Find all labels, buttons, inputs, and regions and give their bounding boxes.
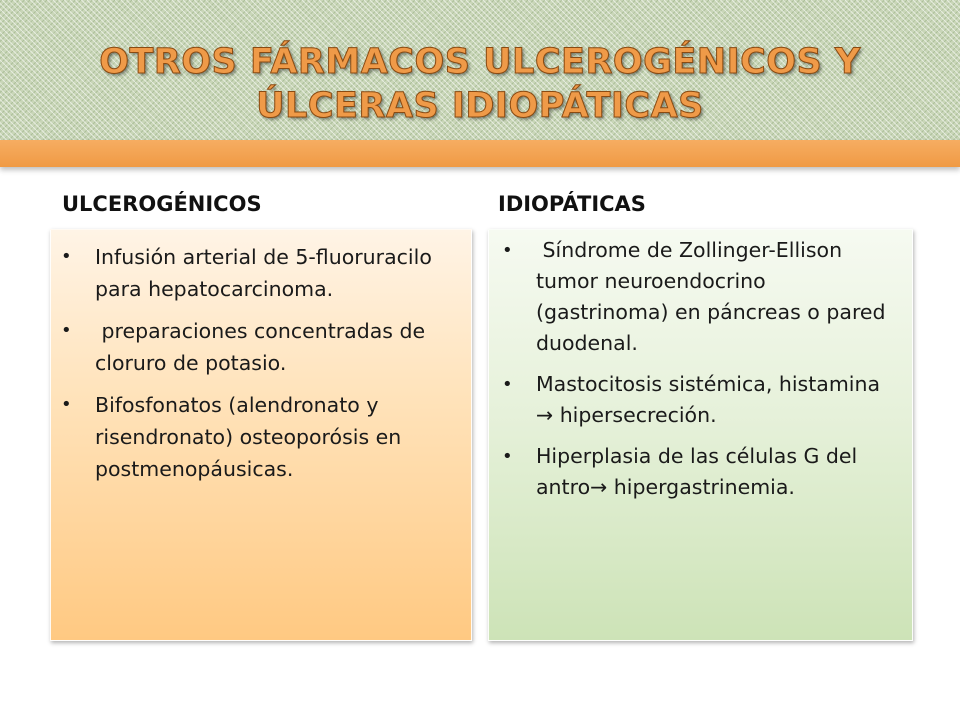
list-item-text: Infusión arterial de 5-fluoruracilo para hepatocarcinoma. (95, 245, 432, 301)
bullet-icon: • (502, 374, 513, 395)
slide-title-line1: OTROS FÁRMACOS ULCEROGÉNICOS Y (99, 42, 861, 82)
slide-title (0, 40, 960, 128)
idiopaticas-list (489, 230, 912, 503)
bullet-icon: • (61, 394, 72, 415)
right-column-heading: IDIOPÁTICAS (498, 192, 646, 216)
list-item (502, 369, 902, 431)
list-item (61, 389, 461, 485)
title-header (0, 0, 960, 140)
list-item-text: Bifosfonatos (alendronato y risendronato) osteoporósis en postmenopáusicas. (95, 393, 402, 481)
idiopaticas-panel (488, 229, 913, 641)
list-item-text: Hiperplasia de las células G del antro→ hipergastrinemia. (536, 444, 858, 499)
bullet-icon: • (61, 246, 72, 267)
slide-title-line2: ÚLCERAS IDIOPÁTICAS (256, 86, 704, 126)
list-item (61, 315, 461, 379)
list-item (502, 235, 902, 359)
ulcerogenicos-list (51, 230, 471, 485)
list-item-text: preparaciones concentradas de cloruro de potasio. (95, 319, 432, 375)
list-item (61, 241, 461, 305)
left-column-heading: ULCEROGÉNICOS (62, 192, 262, 216)
list-item (502, 441, 902, 503)
ulcerogenicos-panel (50, 229, 472, 641)
bullet-icon: • (502, 446, 513, 467)
list-item-text: Mastocitosis sistémica, histamina → hipersecreción. (536, 372, 881, 427)
orange-divider-bar (0, 140, 960, 167)
list-item-text: Síndrome de Zollinger-Ellison tumor neuroendocrino (gastrinoma) en páncreas o pared duodenal. (536, 238, 893, 355)
bullet-icon: • (502, 240, 513, 261)
bullet-icon: • (61, 320, 72, 341)
